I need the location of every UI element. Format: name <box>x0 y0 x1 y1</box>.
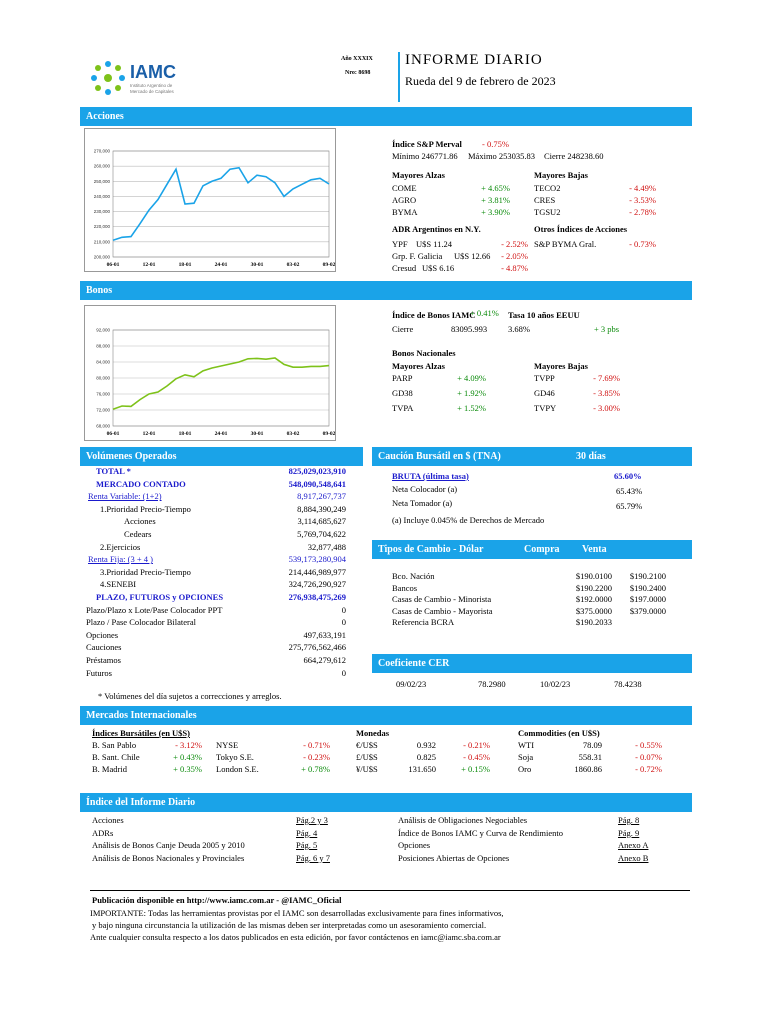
merval-var: - 0.75% <box>482 139 509 149</box>
acc-baja-0-var: - 4.49% <box>629 183 656 193</box>
vol-row-value: 32,877,488 <box>307 541 346 552</box>
bonos-iamc-var: + 0.41% <box>470 308 499 318</box>
tasa-var: + 3 pbs <box>594 324 620 334</box>
indice-item-label: Acciones <box>92 815 124 825</box>
acc-alza-2-name: BYMA <box>392 207 418 217</box>
vol-row-label: Acciones <box>124 516 156 527</box>
section-bar-bonos: Bonos <box>80 281 692 300</box>
footer-divider <box>90 890 690 891</box>
cambio-row-venta: $190.2100 <box>629 571 666 581</box>
vol-row-value: 324,726,290,927 <box>288 579 346 590</box>
indice-item-page-link[interactable]: Pág. 4 <box>296 827 318 838</box>
vol-row-label: TOTAL * <box>96 466 131 476</box>
cer-value-1: 78.2980 <box>478 679 506 689</box>
mi-index-var: + 0.43% <box>173 752 202 762</box>
mi-commodity-name: WTI <box>518 740 535 750</box>
chart-xtick-label: 06-01 <box>106 431 120 437</box>
bonos-alza-2-name: TVPA <box>392 403 414 413</box>
cambio-row-compra: $375.0000 <box>575 605 612 616</box>
chart-merval-svg <box>85 129 335 271</box>
acc-alza-0-name: COME <box>392 183 417 193</box>
chart-ytick-label: 88,000 <box>96 343 110 349</box>
vol-row-label: 2.Ejercicios <box>100 541 141 552</box>
acc-baja-2-name: TGSU2 <box>534 207 561 217</box>
footer-line3: Ante cualquier consulta respecto a los datos publicados en esta edición, por favor contáctenos en iamc@iamc.sba.com.ar <box>90 932 501 942</box>
mi-index-name2: Tokyo S.E. <box>216 752 254 762</box>
chart-ytick-label: 260,000 <box>93 163 110 169</box>
acc-alza-1-name: AGRO <box>392 195 417 205</box>
adr-0-price: U$S 11.24 <box>416 239 453 249</box>
bonos-baja-1-name: GD46 <box>534 388 555 398</box>
chart-series-line <box>113 358 329 409</box>
bonos-alza-2-var: + 1.52% <box>457 403 486 413</box>
cer-value-2: 78.4238 <box>614 679 642 689</box>
mi-indices-title: Índices Bursátiles (en U$S) <box>92 728 190 738</box>
volumenes-table <box>86 466 348 686</box>
vol-row-label: MERCADO CONTADO <box>96 478 186 489</box>
chart-xtick-label: 18-01 <box>178 262 192 268</box>
bonos-alza-0-var: + 4.09% <box>457 373 486 383</box>
vol-row-label: Futuros <box>86 667 112 678</box>
vol-row-label: Plazo/Plazo x Lote/Pase Colocador PPT <box>86 604 223 615</box>
cambio-row-venta: $190.2400 <box>629 582 666 593</box>
vol-row-value: 0 <box>341 617 346 628</box>
mi-moneda-var: - 0.45% <box>463 752 490 762</box>
caucion-row-0-value: 65.60% <box>614 471 642 481</box>
chart-xtick-label: 18-01 <box>178 431 192 437</box>
vol-row-label: Opciones <box>86 629 119 640</box>
merval-max: Máximo 253035.83 <box>468 151 536 161</box>
mi-moneda-var: + 0.15% <box>461 764 490 774</box>
tasa-value: 3.68% <box>508 324 530 334</box>
vol-row-value: 0 <box>341 667 346 678</box>
chart-merval <box>84 128 336 272</box>
caucion-row-1-value: 65.43% <box>616 486 643 496</box>
mi-commodities-title: Commodities (en U$S) <box>518 728 600 738</box>
vol-row-value: 8,884,390,249 <box>297 503 346 514</box>
acc-alzas-title: Mayores Alzas <box>392 170 445 180</box>
logo-sub1: Instituto Argentino de <box>130 83 173 88</box>
vol-row-value: 3,114,685,627 <box>297 516 346 527</box>
logo-sub2: Mercado de Capitales <box>130 89 174 94</box>
indice-item-page-link[interactable]: Anexo A <box>618 840 649 850</box>
vol-row-label: Plazo / Pase Colocador Bilateral <box>86 617 196 628</box>
mi-commodity-value: 1860.86 <box>574 764 602 774</box>
chart-ytick-label: 220,000 <box>93 224 110 230</box>
chart-xtick-label: 30-01 <box>250 262 264 268</box>
vol-row-value: 5,769,704,622 <box>297 529 346 539</box>
vol-row-value: 0 <box>341 604 346 615</box>
chart-ytick-label: 210,000 <box>93 239 110 245</box>
chart-ytick-label: 80,000 <box>96 375 110 381</box>
cambio-row-venta: $379.0000 <box>629 605 666 616</box>
bonos-alza-1-var: + 1.92% <box>457 388 486 398</box>
caucion-days: 30 días <box>576 451 606 462</box>
cambio-row-label: Casas de Cambio - Minorista <box>392 594 492 604</box>
indice-item-label: Análisis de Bonos Nacionales y Provinciales <box>92 852 245 863</box>
chart-series-line <box>113 168 329 241</box>
otros-0-var: - 0.73% <box>629 239 656 249</box>
vol-row-value: 214,446,989,977 <box>288 566 346 577</box>
adr-0-name: YPF <box>392 239 408 249</box>
chart-ytick-label: 92,000 <box>96 327 110 333</box>
acc-alza-2-var: + 3.90% <box>481 207 510 217</box>
volumenes-note: * Volúmenes del día sujetos a correcciones y arreglos. <box>98 691 282 701</box>
chart-xtick-label: 09-02 <box>322 431 335 437</box>
page-title: INFORME DIARIO <box>405 52 543 68</box>
indice-item-page-link[interactable]: Pág. 8 <box>618 815 640 825</box>
caucion-row-2-label: Neta Tomador (a) <box>392 498 453 508</box>
adr-1-var: - 2.05% <box>501 251 528 261</box>
vol-row-label: 1.Prioridad Precio-Tiempo <box>100 503 191 514</box>
cambio-table <box>392 571 672 631</box>
section-bar-cambio: Tipos de Cambio - Dólar <box>372 540 692 559</box>
bonos-bajas-title: Mayores Bajas <box>534 361 588 371</box>
chart-xtick-label: 12-01 <box>142 431 156 437</box>
mi-commodity-var: - 0.72% <box>635 764 662 774</box>
chart-plot-area <box>113 151 329 257</box>
section-bar-cer: Coeficiente CER <box>372 654 692 673</box>
vol-row-label: Renta Variable: (1+2) <box>88 491 162 502</box>
vol-row-value: 8,917,267,737 <box>297 491 346 502</box>
adr-1-name: Grp. F. Galicia <box>392 251 443 261</box>
mercados-table <box>92 740 692 780</box>
section-bar-volumenes: Volúmenes Operados <box>80 447 363 466</box>
cambio-row-compra: $190.2033 <box>575 617 612 627</box>
bonos-alza-0-name: PARP <box>392 373 413 383</box>
cambio-row-compra: $190.2200 <box>575 582 612 593</box>
chart-xtick-label: 03-02 <box>286 431 300 437</box>
mi-moneda-name: €/U$S <box>356 740 378 750</box>
acc-bajas-title: Mayores Bajas <box>534 170 588 180</box>
cambio-row-venta: $197.0000 <box>629 594 666 604</box>
nro-label: Nro: 8698 <box>345 70 371 76</box>
cambio-row-compra: $190.0100 <box>575 571 612 581</box>
mi-index-name2: NYSE <box>216 740 239 750</box>
chart-xtick-label: 12-01 <box>142 262 156 268</box>
acc-baja-0-name: TECO2 <box>534 183 561 193</box>
mi-moneda-var: - 0.21% <box>463 740 490 750</box>
indice-item-label: Posiciones Abiertas de Opciones <box>398 852 510 863</box>
chart-ytick-label: 76,000 <box>96 391 110 397</box>
indice-item-page-link[interactable]: Anexo B <box>618 852 649 863</box>
cambio-compra-header: Compra <box>524 544 560 555</box>
mi-monedas-title: Monedas <box>356 728 390 738</box>
mi-index-name: B. Madrid <box>92 764 127 774</box>
mi-commodity-name: Oro <box>518 764 532 774</box>
indice-table <box>92 815 692 865</box>
acc-alza-1-var: + 3.81% <box>481 195 510 205</box>
mi-commodity-name: Soja <box>518 752 534 762</box>
cambio-row-compra: $192.0000 <box>575 594 612 604</box>
vol-row-label: 4.SENEBI <box>100 579 137 590</box>
acc-alza-0-var: + 4.65% <box>481 183 510 193</box>
header-divider <box>398 52 400 102</box>
bonos-baja-0-var: - 7.69% <box>593 373 620 383</box>
page-subtitle: Rueda del 9 de febrero de 2023 <box>405 74 556 88</box>
bonos-alzas-title: Mayores Alzas <box>392 361 445 371</box>
bonos-iamc-label: Índice de Bonos IAMC <box>392 310 476 320</box>
indice-item-page-link[interactable]: Pág. 6 y 7 <box>296 852 330 863</box>
mi-index-var2: + 0.78% <box>301 764 330 774</box>
ano-label: Año XXXIX <box>341 56 373 62</box>
chart-ytick-label: 270,000 <box>93 148 110 154</box>
footer-line1: IMPORTANTE: Todas las herramientas provistas por el IAMC son desarrolladas exclusivamente para fines informativos, <box>90 908 504 918</box>
chart-ytick-label: 84,000 <box>96 359 110 365</box>
indice-item-page-link[interactable]: Pág. 5 <box>296 840 318 850</box>
chart-ytick-label: 72,000 <box>96 407 110 413</box>
caucion-note: (a) Incluye 0.045% de Derechos de Mercado <box>392 515 545 525</box>
vol-row-label: Préstamos <box>86 655 121 665</box>
chart-ytick-label: 230,000 <box>93 209 110 215</box>
bonos-baja-0-name: TVPP <box>534 373 555 383</box>
footer-line2: y bajo ninguna circunstancia la utilización de las mismas deben ser interpretadas como un asesoramiento comercial. <box>92 920 487 930</box>
mi-commodity-var: - 0.55% <box>635 740 662 750</box>
caucion-row-2-value: 65.79% <box>616 501 643 511</box>
vol-row-value: 825,029,023,910 <box>288 466 346 476</box>
section-bar-indice: Índice del Informe Diario <box>80 793 692 812</box>
chart-ytick-label: 200,000 <box>93 254 110 260</box>
section-bar-mercados: Mercados Internacionales <box>80 706 692 725</box>
vol-row-value: 497,633,191 <box>303 629 346 640</box>
merval-cierre: Cierre 248238.60 <box>544 151 604 161</box>
cambio-row-label: Referencia BCRA <box>392 617 455 627</box>
vol-row-label: PLAZO, FUTUROS y OPCIONES <box>96 592 224 602</box>
cambio-row-label: Bancos <box>392 582 418 593</box>
cambio-venta-header: Venta <box>582 544 607 555</box>
adr-title: ADR Argentinos en N.Y. <box>392 224 481 234</box>
mi-index-name2: London S.E. <box>216 764 259 774</box>
mi-index-var: + 0.35% <box>173 764 202 774</box>
vol-row-value: 275,776,562,466 <box>288 642 346 653</box>
mi-moneda-name: ¥/U$S <box>356 764 378 774</box>
vol-row-label: 3.Prioridad Precio-Tiempo <box>100 566 191 577</box>
chart-bonos <box>84 305 336 441</box>
mi-moneda-value: 131.650 <box>408 764 436 774</box>
mi-index-var2: - 0.23% <box>303 752 330 762</box>
vol-row-value: 276,938,475,269 <box>288 592 346 602</box>
mi-moneda-name: £/U$S <box>356 752 378 762</box>
merval-min: Mínimo 246771.86 <box>392 151 458 161</box>
bonos-cierre-label: Cierre <box>392 324 414 334</box>
logo-mark-icon <box>90 60 126 96</box>
section-bar-caucion: Caución Bursátil en $ (TNA) <box>372 447 692 466</box>
mi-index-var: - 3.12% <box>175 740 202 750</box>
bonos-alza-1-name: GD38 <box>392 388 413 398</box>
otros-0-name: S&P BYMA Gral. <box>534 239 597 249</box>
cer-date-1: 09/02/23 <box>396 679 427 689</box>
vol-row-label: Renta Fija: (3 + 4 ) <box>88 554 153 565</box>
mi-commodity-value: 558.31 <box>578 752 602 762</box>
bonos-baja-2-var: - 3.00% <box>593 403 620 413</box>
vol-row-value: 548,090,548,641 <box>288 478 346 489</box>
chart-xtick-label: 03-02 <box>286 262 300 268</box>
indice-item-label: Análisis de Obligaciones Negociables <box>398 815 528 825</box>
section-bar-acciones: Acciones <box>80 107 692 126</box>
mi-commodity-var: - 0.07% <box>635 752 662 762</box>
chart-ytick-label: 250,000 <box>93 178 110 184</box>
cambio-row-label: Bco. Nación <box>392 571 435 581</box>
indice-item-page-link[interactable]: Pág.2 y 3 <box>296 815 328 825</box>
vol-row-label: Cedears <box>124 529 152 539</box>
logo <box>88 56 208 102</box>
adr-2-name: Cresud <box>392 263 417 273</box>
logo-text: IAMC <box>130 62 176 82</box>
chart-bonos-svg <box>85 306 335 440</box>
otros-title: Otros Índices de Acciones <box>534 224 628 234</box>
vol-row-label: Cauciones <box>86 642 122 653</box>
bonos-baja-1-var: - 3.85% <box>593 388 620 398</box>
chart-xtick-label: 30-01 <box>250 431 264 437</box>
adr-2-var: - 4.87% <box>501 263 528 273</box>
caucion-row-1-label: Neta Colocador (a) <box>392 484 458 494</box>
mi-moneda-value: 0.825 <box>416 752 436 762</box>
acc-baja-1-name: CRES <box>534 195 556 205</box>
bonos-cierre-value: 83095.993 <box>451 324 488 334</box>
mi-index-name: B. San Pablo <box>92 740 137 750</box>
indice-item-page-link[interactable]: Pág. 9 <box>618 827 640 838</box>
acc-baja-1-var: - 3.53% <box>629 195 656 205</box>
bonos-baja-2-name: TVPY <box>534 403 557 413</box>
indice-item-label: Análisis de Bonos Canje Deuda 2005 y 2010 <box>92 840 245 850</box>
chart-xtick-label: 24-01 <box>214 262 228 268</box>
mi-index-name: B. Sant. Chile <box>92 752 140 762</box>
adr-1-price: U$S 12.66 <box>454 251 491 261</box>
bonos-nacionales-title: Bonos Nacionales <box>392 348 456 358</box>
vol-row-value: 539,173,280,904 <box>288 554 346 565</box>
mi-moneda-value: 0.932 <box>416 740 436 750</box>
adr-2-price: U$S 6.16 <box>422 263 455 273</box>
acc-baja-2-var: - 2.78% <box>629 207 656 217</box>
adr-0-var: - 2.52% <box>501 239 528 249</box>
chart-ytick-label: 240,000 <box>93 193 110 199</box>
chart-xtick-label: 09-02 <box>322 262 335 268</box>
chart-xtick-label: 24-01 <box>214 431 228 437</box>
merval-label: Índice S&P Merval <box>392 139 462 149</box>
tasa-label: Tasa 10 años EEUU <box>508 310 580 320</box>
vol-row-value: 664,279,612 <box>303 655 346 665</box>
cer-date-2: 10/02/23 <box>540 679 571 689</box>
mi-commodity-value: 78.09 <box>582 740 602 750</box>
mi-index-var2: - 0.71% <box>303 740 330 750</box>
caucion-row-0-label: BRUTA (última tasa) <box>392 471 469 481</box>
indice-item-label: Índice de Bonos IAMC y Curva de Rendimiento <box>398 827 564 838</box>
indice-item-label: Opciones <box>398 840 431 850</box>
cambio-row-label: Casas de Cambio - Mayorista <box>392 605 493 616</box>
footer-pub: Publicación disponible en http://www.iamc.com.ar - @IAMC_Oficial <box>92 895 342 905</box>
chart-xtick-label: 06-01 <box>106 262 120 268</box>
indice-item-label: ADRs <box>92 827 114 838</box>
chart-ytick-label: 68,000 <box>96 423 110 429</box>
